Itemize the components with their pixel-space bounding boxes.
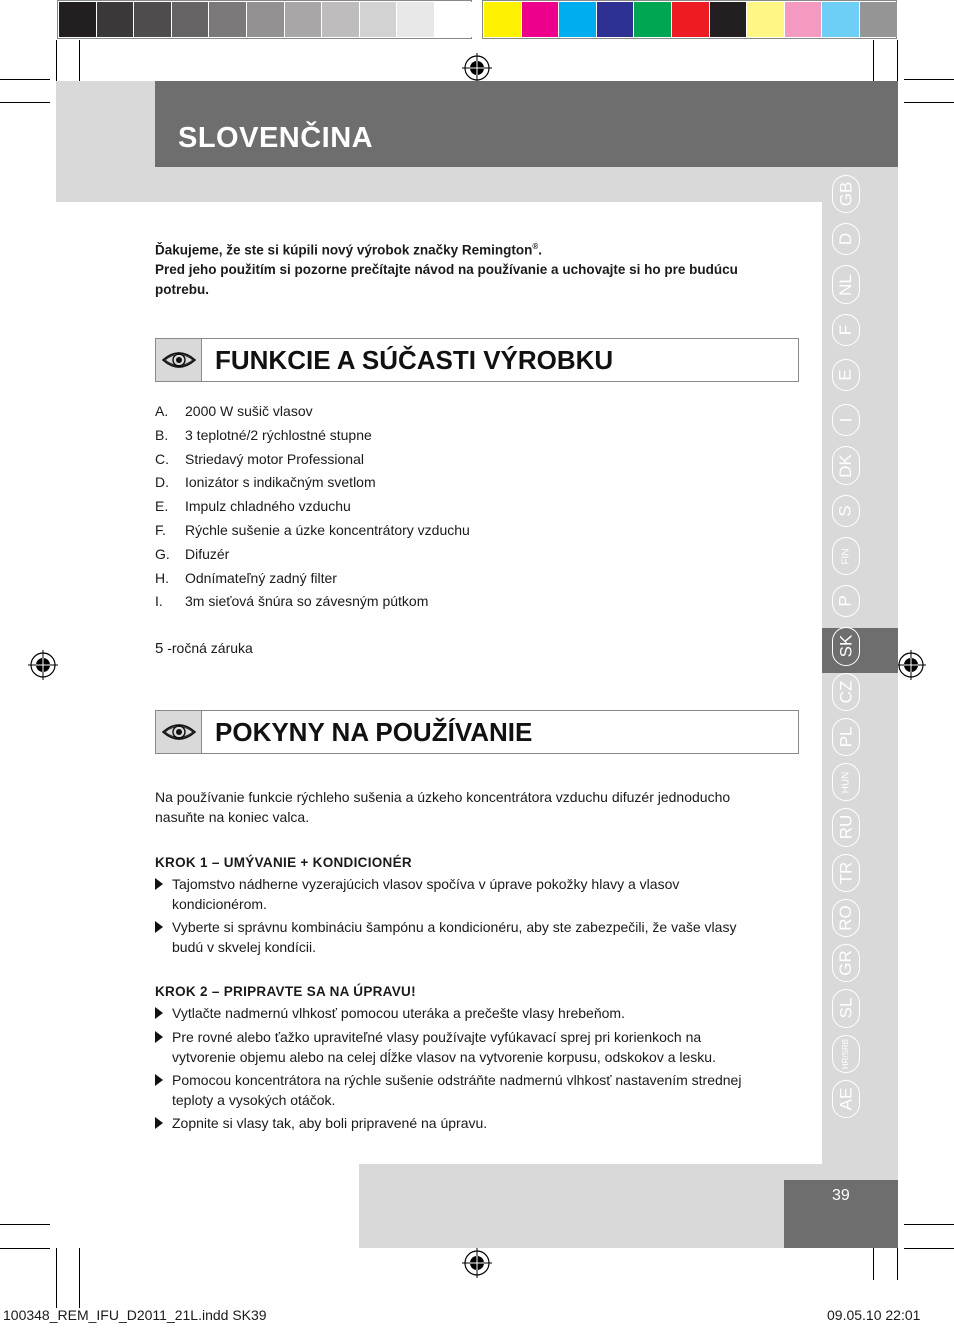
feature-text: Difuzér [185, 545, 230, 562]
language-tab-gb[interactable] [832, 175, 860, 213]
language-tab-label: F [835, 324, 855, 336]
gray-swatch [59, 2, 96, 37]
color-swatch [822, 2, 859, 37]
language-tab-sk[interactable] [832, 627, 860, 665]
language-tab-label: DK [836, 453, 855, 478]
color-swatch [522, 2, 559, 37]
feature-text: Ionizátor s indikačným svetlom [185, 474, 376, 491]
warranty-number: 5 [155, 640, 164, 657]
language-tab-i[interactable] [832, 404, 860, 436]
language-tab-s[interactable] [832, 495, 860, 527]
gray-swatch [397, 2, 434, 37]
step-2-title: KROK 2 – PRIPRAVTE SA NA ÚPRAVU! [155, 984, 416, 999]
color-swatch [785, 2, 822, 37]
feature-letter: G. [155, 545, 170, 562]
slug-file-name: 100348_REM_IFU_D2011_21L.indd SK39 [3, 1307, 267, 1323]
bullet-arrow-icon [155, 1031, 163, 1043]
language-tab-hr-srb[interactable] [832, 1035, 860, 1073]
language-tab-label: SK [836, 635, 855, 658]
gray-swatch [172, 2, 209, 37]
language-tab-label: D [836, 233, 855, 246]
language-tab-label: E [836, 369, 855, 381]
feature-letter: I. [155, 593, 163, 610]
registered-mark: ® [532, 242, 539, 251]
warranty [155, 640, 253, 657]
language-tab-tr[interactable] [832, 854, 860, 892]
feature-text: Rýchle sušenie a úzke koncentrátory vzduchu [185, 522, 470, 538]
language-tab-ru[interactable] [832, 808, 860, 846]
bullet-text: Zopnite si vlasy tak, aby boli pripravené na úpravu. [172, 1115, 488, 1131]
registration-mark-icon [462, 1248, 492, 1278]
feature-text: Striedavý motor Professional [185, 450, 364, 467]
bullet-text: Tajomstvo nádherne vyzerajúcich vlasov spočíva v úprave pokožky hlavy a vlasov kondicionérom. [172, 876, 680, 912]
language-tab-label: P [836, 595, 855, 607]
language-tab-label: GB [836, 181, 855, 207]
feature-letter: D. [155, 474, 169, 491]
section-title: FUNKCIE A SÚČASTI VÝROBKU [215, 345, 614, 375]
slug-date: 09.05.10 22:01 [827, 1307, 921, 1323]
bullet-text: Vyberte si správnu kombináciu šampónu a kondicionéru, aby ste zabezpečili, že vaše vlasy budú v skvelej kondícii. [172, 919, 737, 955]
color-swatch [672, 2, 709, 37]
intro-line-1: Ďakujeme, že ste si kúpili nový výrobok značky Remington [155, 242, 533, 258]
bullet-arrow-icon [155, 1074, 163, 1086]
color-swatch [634, 2, 671, 37]
bullet-text: Pre rovné alebo ťažko upraviteľné vlasy používajte vyfúkavací sprej pri korienkoch na vytvorenie objemu alebo na celej dĺžke vlasov na vytvorenie korpusu, odskokov a lesku. [172, 1029, 716, 1065]
language-tab-label: RU [836, 815, 855, 840]
language-tab-label: HR/SRB [841, 1038, 851, 1069]
bullet-arrow-icon [155, 1117, 163, 1129]
intro-line-2: Pred jeho použitím si pozorne prečítajte návod na používanie a uchovajte si ho pre budúcu potrebu. [155, 262, 738, 297]
section-title: POKYNY NA POUŽÍVANIE [215, 717, 533, 747]
feature-text: Odnímateľný zadný filter [185, 569, 337, 586]
gray-swatch [134, 2, 171, 37]
intro-dot: . [538, 242, 543, 258]
feature-letter: E. [155, 498, 169, 515]
feature-letter: H. [155, 569, 169, 586]
language-tab-ro[interactable] [832, 899, 860, 937]
eye-icon [156, 339, 202, 381]
language-tab-label: FIN [840, 547, 852, 565]
language-tab-pl[interactable] [832, 718, 860, 756]
language-tab-label: GR [836, 950, 855, 976]
language-tab-ae[interactable] [832, 1080, 860, 1118]
bullet-text: Pomocou koncentrátora na rýchle sušenie odstráňte nadmernú vlhkosť nastavením strednej teploty a vysokých otáčok. [172, 1072, 742, 1108]
language-tab-hun[interactable] [832, 763, 860, 801]
gray-swatch [97, 2, 134, 37]
gray-swatch [209, 2, 246, 37]
language-tab-label: NL [835, 273, 855, 296]
language-tab-d[interactable] [832, 223, 860, 255]
page-number: 39 [832, 1187, 850, 1204]
language-tab-dk[interactable] [832, 446, 860, 484]
page-title: SLOVENČINA [178, 122, 374, 154]
eye-icon [156, 711, 202, 753]
color-swatch [559, 2, 596, 37]
language-tab-gr[interactable] [832, 944, 860, 982]
section-header-features [155, 338, 799, 382]
language-tab-label: S [836, 505, 855, 517]
registration-mark-icon [462, 53, 492, 83]
bullet-arrow-icon [155, 878, 163, 890]
language-tab-label: I [835, 417, 855, 423]
color-swatch [710, 2, 747, 37]
language-tab-cz[interactable] [832, 673, 860, 711]
intro-text [155, 237, 795, 299]
color-swatch [747, 2, 784, 37]
bullet-arrow-icon [155, 1007, 163, 1019]
language-tab-sl[interactable] [832, 989, 860, 1027]
language-tab-label: RO [836, 905, 855, 931]
feature-text: 2000 W sušič vlasov [185, 403, 313, 419]
feature-text: Impulz chladného vzduchu [185, 498, 351, 515]
gray-swatch [360, 2, 397, 37]
language-tab-e[interactable] [832, 359, 860, 391]
page-number-box [784, 1180, 898, 1248]
step-1-title: KROK 1 – UMÝVANIE + KONDICIONÉR [155, 855, 412, 870]
registration-mark-icon [28, 650, 58, 680]
language-tab-label: HUN [840, 771, 852, 794]
language-tab-label: PL [835, 726, 855, 748]
language-tab-p[interactable] [832, 585, 860, 617]
gray-swatch [435, 2, 472, 37]
color-swatch [597, 2, 634, 37]
feature-letter: A. [155, 403, 169, 419]
feature-text: 3m sieťová šnúra so závesným pútkom [185, 593, 429, 610]
language-tab-label: TR [835, 861, 855, 885]
language-tab-label: AE [836, 1087, 855, 1111]
usage-intro: Na používanie funkcie rýchleho sušenia a úzkeho koncentrátora vzduchu difuzér jednoducho nasuňte na koniec valca. [155, 789, 731, 825]
language-tab-nl[interactable] [832, 265, 860, 303]
section-header-usage [155, 710, 799, 754]
registration-mark-icon [896, 650, 926, 680]
language-tab-fin[interactable] [832, 537, 860, 575]
bullet-arrow-icon [155, 921, 163, 933]
gray-swatch [247, 2, 284, 37]
bullet-text: Vytlačte nadmernú vlhkosť pomocou uteráka a prečešte vlasy hrebeňom. [172, 1005, 625, 1021]
feature-letter: B. [155, 426, 169, 443]
feature-text: 3 teplotné/2 rýchlostné stupne [185, 426, 372, 443]
gray-swatch [322, 2, 359, 37]
gray-swatch [285, 2, 322, 37]
feature-letter: C. [155, 450, 169, 467]
feature-letter: F. [155, 522, 166, 538]
language-tab-label: CZ [835, 680, 855, 704]
color-swatch [860, 2, 897, 37]
language-tab-label: SL [835, 997, 855, 1019]
warranty-text: -ročná záruka [167, 640, 253, 656]
color-swatch [484, 2, 521, 37]
language-tab-f[interactable] [832, 314, 860, 346]
